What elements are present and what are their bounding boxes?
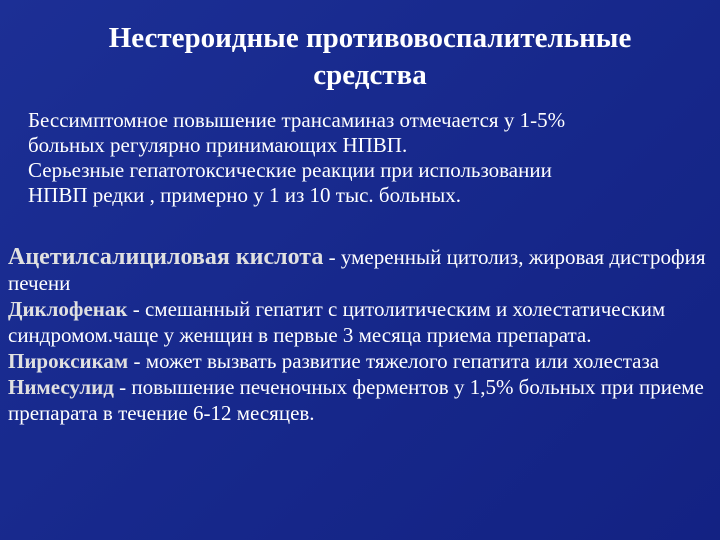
- drug-name: Диклофенак: [8, 297, 128, 321]
- title-line-1: Нестероидные противовоспалительные: [108, 22, 632, 54]
- intro-line: Бессимптомное повышение трансаминаз отмечается у 1-5%: [28, 108, 566, 132]
- intro-line: НПВП редки , примерно у 1 из 10 тыс. больных.: [28, 183, 461, 207]
- drug-item-diclofenac: [8, 296, 714, 348]
- drug-item-aspirin: [8, 244, 714, 296]
- title-line-2: средства: [313, 59, 427, 91]
- drug-description: умеренный цитолиз, жировая дистрофия печени: [8, 245, 706, 295]
- drug-separator: -: [128, 349, 146, 373]
- drug-separator: -: [323, 245, 341, 269]
- drug-item-nimesulide: [8, 374, 714, 426]
- drug-item-piroxicam: [8, 348, 714, 374]
- slide-title: [60, 20, 680, 94]
- drug-description: может вызвать развитие тяжелого гепатита или холестаза: [145, 349, 660, 373]
- intro-text: [28, 108, 708, 208]
- drug-list: [8, 244, 714, 426]
- drug-separator: -: [113, 375, 132, 399]
- drug-description: повышение печеночных ферментов у 1,5% больных при приеме препарата в течение 6-12 месяцев.: [8, 375, 704, 425]
- intro-line: Серьезные гепатотоксические реакции при использовании: [28, 158, 552, 182]
- drug-description: смешанный гепатит с цитолитическим и холестатическим синдромом.чаще у женщин в первые 3 месяца приема препарата.: [8, 297, 666, 347]
- drug-name: Пироксикам: [8, 349, 129, 373]
- intro-line: больных регулярно принимающих НПВП.: [28, 133, 408, 157]
- drug-name: Ацетилсалициловая кислота: [8, 244, 324, 270]
- drug-name: Нимесулид: [8, 375, 114, 399]
- drug-separator: -: [127, 297, 145, 321]
